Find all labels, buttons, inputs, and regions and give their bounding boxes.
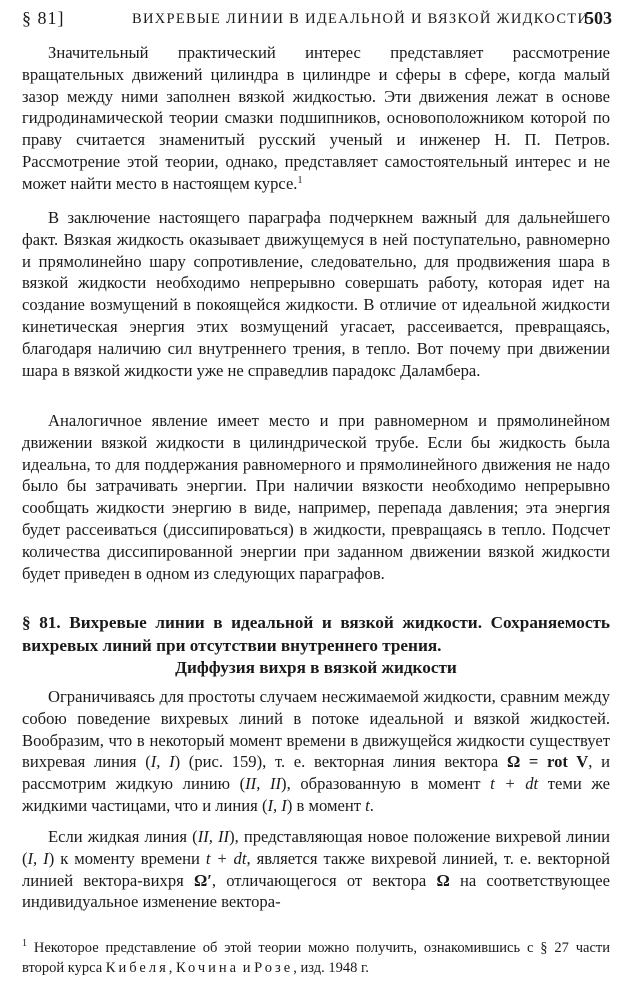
footnote — [22, 938, 610, 978]
s2-line-ref-1: II, II — [197, 827, 230, 846]
s2-text-f: на соответствующее индивидуальное изменение вектора- — [22, 870, 611, 912]
footnote-marker: 1 — [22, 938, 27, 949]
footnote-author-3: Розе — [254, 960, 294, 976]
section-paragraph-2 — [22, 826, 610, 913]
paragraph-3-text: Аналогичное явление имеет место и при равномерном и прямолинейном движении вязкой жидкости в цилиндрической трубе. Если бы жидкость была идеальна, то для поддержания равномерного и прямолинейного движения не надо было бы затрачивать энергии. При наличии вязкости необходимо непрерывно сообщать жидкости энергию в виде, например, перепада давления; эта энергия будет рассеиваться (диссипироваться) в жидкости, превращаясь в тепло. Подсчет количества диссипированной энергии при заданном движении вязкой жидкости будет приведен в одном из следующих параграфов. — [22, 411, 610, 583]
paragraph-1-text: Значительный практический интерес представляет рассмотрение вращательных движений цилиндра в цилиндре и сферы в сфере, когда малый зазор между ними заполнен вязкой жидкостью. Эти движения лежат в основе гидродинамической теории смазки подшипников, основоположником которой по праву считается знаменитый русский ученый и инженер Н. П. Петров. Рассмотрение этой теории, однако, представляет самостоятельный интерес и не может найти место в настоящем курсе. — [22, 43, 610, 193]
header-section-mark: § 81] — [22, 8, 65, 28]
paragraph-2-text: В заключение настоящего параграфа подчеркнем важный для дальнейшего факт. Вязкая жидкость оказывает движущемуся в ней поступательно, равномерно и прямолинейно шару сопротивление, следовательно, для продвижения шара в вязкой жидкости необходимо непрерывно совершать работу, которая идет на создание возмущений в покоящейся жидкости. В отличие от идеальной жидкости кинетическая энергия этих возмущений угасает, рассеивается, превращаясь, благодаря наличию сил внутреннего трения, в тепло. Вот почему при движении шара в вязкой жидкости уже не справедлив парадокс Даламбера. — [22, 208, 610, 380]
footnote-text-a: Некоторое представление об этой теории можно получить, ознакомившись с § 27 части второй курса — [22, 940, 610, 976]
footnote-author-1: Кибеля — [105, 960, 169, 976]
footnote-sep-2: и — [239, 960, 255, 976]
paragraph-3 — [22, 410, 610, 584]
s1-line-ref-3: I, I — [267, 795, 287, 815]
section-title-main: § 81. Вихревые линии в идеальной и вязкой жидкости. Сохраняемость вихревых линий при отсутствии внутреннего трения. — [22, 613, 610, 655]
footnote-text-b: , изд. 1948 г. — [293, 960, 369, 976]
section-title-last: Диффузия вихря в вязкой жидкости — [175, 658, 457, 677]
s2-text-d: , является также вихревой линией, т. е. векторной линией вектора-вихря — [22, 848, 610, 890]
s2-omega-prime: Ω′ — [193, 870, 212, 890]
page-header — [22, 8, 612, 30]
s1-time-t-dt: t + dt — [490, 774, 539, 794]
s1-text-d: ), образованную в момент — [281, 774, 491, 794]
s1-text-c: , и рассмотрим жидкую линию ( — [22, 752, 610, 794]
footnote-author-2: Кочина — [176, 960, 240, 976]
s2-text-b: ), представляющая новое положение вихревой линии ( — [22, 827, 610, 868]
page-number: 503 — [585, 8, 612, 28]
s1-line-ref-2: II, II — [245, 774, 282, 794]
footnote-sep-1: , — [168, 960, 176, 976]
s1-line-ref-1: I, I — [150, 752, 175, 772]
running-title: ВИХРЕВЫЕ ЛИНИИ В ИДЕАЛЬНОЙ И ВЯЗКОЙ ЖИДКОСТИ — [132, 11, 590, 27]
s2-time-t-dt: t + dt — [205, 848, 247, 868]
s2-text-a: Если жидкая линия ( — [48, 827, 198, 846]
s1-text-f: ) в момент — [286, 795, 366, 815]
section-title — [22, 612, 610, 680]
s1-text-e: теми же жидкими частицами, что и линия ( — [22, 774, 611, 815]
s1-time-t: t — [365, 795, 370, 815]
s1-text-g: . — [369, 795, 374, 815]
s1-formula-rot: Ω = rot V — [506, 752, 589, 772]
section-paragraph-1 — [22, 686, 610, 817]
s2-omega: Ω — [436, 870, 450, 890]
s2-text-c: ) к моменту времени — [48, 848, 206, 868]
footnote-ref: 1 — [297, 174, 303, 186]
s2-line-ref-2: I, I — [27, 848, 49, 868]
paragraph-1 — [22, 42, 610, 195]
s1-text-b: ) (рис. 159), т. е. векторная линия вектора — [174, 752, 507, 772]
s2-text-e: , отличающегося от вектора — [211, 870, 437, 890]
paragraph-2 — [22, 207, 610, 381]
s1-text-a: Ограничиваясь для простоты случаем несжимаемой жидкости, сравним между собою поведение вихревых линий в потоке идеальной и вязкой жидкостей. Вообразим, что в некоторый момент времени в движущейся жидкости существует вихревая линия ( — [22, 687, 610, 772]
